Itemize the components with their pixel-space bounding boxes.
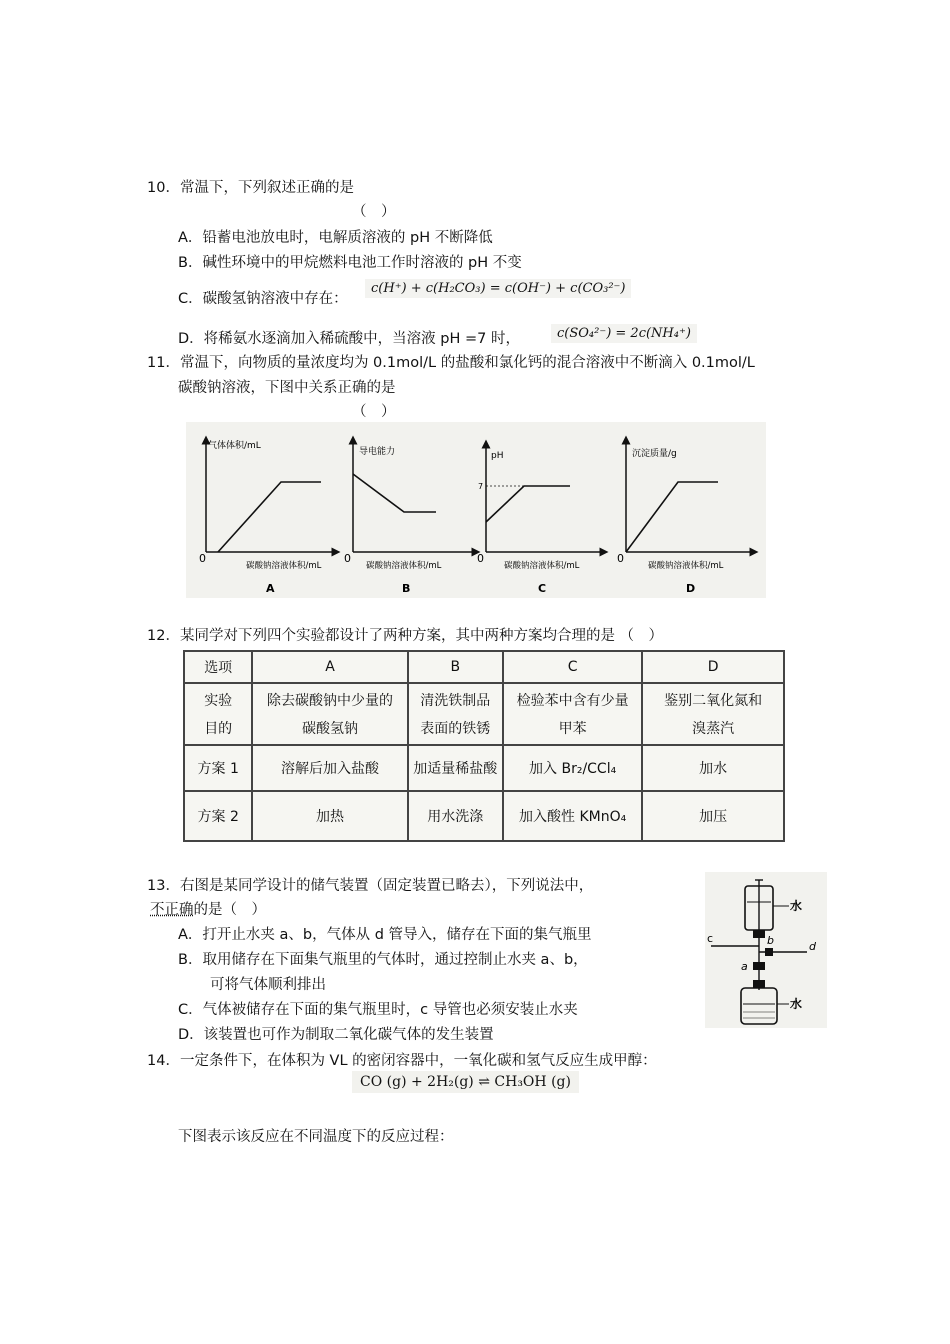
graph-b-xlabel: 碳酸钠溶液体积/mL [366,561,442,571]
q11-graphs-panel [186,422,766,598]
purpose-b-line2: 表面的铁锈 [420,721,491,737]
graph-c-curve [486,486,570,522]
q11-graphs-svg [186,422,766,598]
purpose-label-line1: 实验 [204,693,233,709]
plan2-c: 加入酸性 KMnO₄ [503,791,642,841]
q11-stem-line1: 11．常温下，向物质的量浓度均为 0.1mol/L 的盐酸和氯化钙的混合溶液中不断滴入 0.1mol/L [147,355,755,371]
graph-d [617,440,754,595]
graph-b-ylabel: 导电能力 [359,447,396,457]
graph-b-curve [353,474,436,512]
water-bottom-label: 水 [790,997,803,1011]
q13-option-a: A．打开止水夹 a、b，气体从 d 管导入，储存在下面的集气瓶里 [178,927,592,943]
purpose-c [503,683,642,745]
graph-c-origin: 0 [477,552,484,565]
q13-stem-line2 [150,898,266,919]
purpose-d-line2: 溴蒸汽 [692,721,735,737]
graph-d-xlabel: 碳酸钠溶液体积/mL [648,561,724,571]
q14-stem: 14．一定条件下，在体积为 VL 的密闭容器中，一氧化碳和氢气反应生成甲醇： [147,1053,657,1069]
q13-apparatus-svg [705,872,827,1028]
plan1-c: 加入 Br₂/CCl₄ [503,745,642,791]
plan1-a: 溶解后加入盐酸 [252,745,407,791]
purpose-c-line2: 甲苯 [558,721,587,737]
plan1-b: 加适量稀盐酸 [408,745,503,791]
q10-stem: 10．常温下，下列叙述正确的是 [147,180,354,196]
plan2-b: 用水洗涤 [408,791,503,841]
graph-a-curve [218,482,321,552]
graph-c-xlabel: 碳酸钠溶液体积/mL [504,561,580,571]
q10-answer-blank: （ ） [352,204,396,220]
q11-answer-blank: （ ） [352,404,396,420]
graph-d-letter: D [686,582,696,595]
header-a: A [252,651,407,683]
graph-a-ylabel: 气体体积/mL [208,441,261,451]
q13-option-d: D．该装置也可作为制取二氧化碳气体的发生装置 [178,1027,494,1043]
graph-a-xlabel: 碳酸钠溶液体积/mL [246,561,322,571]
graph-d-ylabel: 沉淀质量/g [632,449,677,459]
purpose-c-line1: 检验苯中含有少量 [516,693,629,709]
q10-option-b: B．碱性环境中的甲烷燃料电池工作时溶液的 pH 不变 [178,255,522,271]
graph-b-letter: B [402,582,411,595]
q10-formula-d: c(SO₄²⁻) = 2c(NH₄⁺) [551,324,697,343]
plan2-a: 加热 [252,791,407,841]
header-option: 选项 [184,651,252,683]
header-c: C [503,651,642,683]
clamp-b-label: b [767,934,774,947]
plan1-label: 方案 1 [184,745,252,791]
q10-option-a: A．铅蓄电池放电时，电解质溶液的 pH 不断降低 [178,230,493,246]
purpose-a [252,683,407,745]
header-d: D [642,651,784,683]
table-header-row [184,651,784,683]
purpose-b [408,683,503,745]
purpose-a-line1: 除去碳酸钠中少量的 [266,693,393,709]
purpose-d-line1: 鉴别二氧化氮和 [664,693,763,709]
graph-d-origin: 0 [617,552,624,565]
q14-equation: CO (g) + 2H₂(g) ⇌ CH₃OH (g) [352,1071,579,1093]
q12-stem: 12．某同学对下列四个实验都设计了两种方案，其中两种方案均合理的是 （ ） [147,628,664,644]
q13-option-c: C．气体被储存在下面的集气瓶里时，c 导管也必须安装止水夹 [178,1002,578,1018]
plan2-d: 加压 [642,791,784,841]
purpose-d [642,683,784,745]
q10-option-c: C．碳酸氢钠溶液中存在： [178,291,348,307]
purpose-b-line1: 清洗铁制品 [420,693,491,709]
graph-a-letter: A [266,582,275,595]
table-purpose-row [184,683,784,745]
graph-b-origin: 0 [344,552,351,565]
q13-option-b-cont: 可将气体顺利排出 [210,977,326,993]
table-plan1-row [184,745,784,791]
purpose-a-line2: 碳酸氢钠 [301,721,358,737]
q13-apparatus-figure [705,872,827,1028]
tube-d-label: d [809,940,816,953]
clamp-a-label: a [741,960,748,973]
graph-a-origin: 0 [199,552,206,565]
q13-stem-line2-rest: 的是（ ） [193,902,266,918]
q10-formula-c: c(H⁺) + c(H₂CO₃) = c(OH⁻) + c(CO₃²⁻) [365,279,631,298]
graph-a [199,439,336,595]
graph-c-letter: C [538,582,547,595]
water-top-label: 水 [790,899,803,913]
graph-b [344,440,476,595]
purpose-label [184,683,252,745]
graph-c-tick-7: 7 [478,482,484,491]
q14-after: 下图表示该反应在不同温度下的反应过程： [178,1129,454,1145]
graph-c [477,444,604,595]
q13-not-correct-emphasis: 不正确 [150,902,194,918]
graph-c-ylabel: pH [491,451,504,461]
table-plan2-row [184,791,784,841]
graph-d-curve [626,482,718,552]
q11-stem-line2: 碳酸钠溶液，下图中关系正确的是 [178,380,396,396]
plan1-d: 加水 [642,745,784,791]
purpose-label-line2: 目的 [204,721,233,737]
q12-experiment-table [183,650,785,842]
plan2-label: 方案 2 [184,791,252,841]
tube-c-label: c [707,932,714,945]
header-b: B [408,651,503,683]
q13-stem: 13．右图是某同学设计的储气装置（固定装置已略去），下列说法中， [147,878,594,894]
q10-option-d: D．将稀氨水逐滴加入稀硫酸中，当溶液 pH =7 时， [178,331,520,347]
q13-option-b: B．取用储存在下面集气瓶里的气体时，通过控制止水夹 a、b， [178,952,588,968]
